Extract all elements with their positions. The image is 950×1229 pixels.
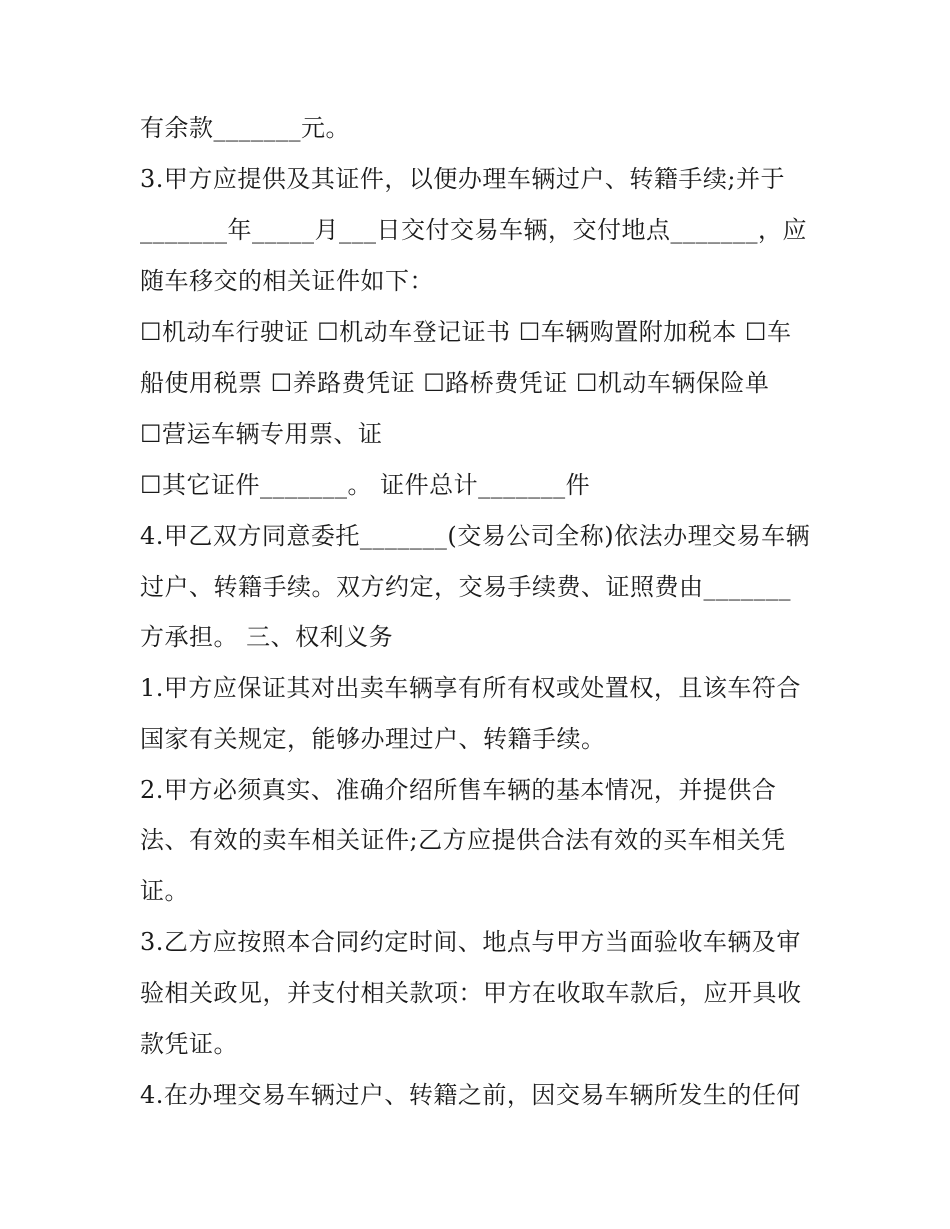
text-line-18: 验相关政见，并支付相关款项：甲方在收取车款后，应开具收 [140,979,802,1007]
text-line-8: ☐其它证件_______。 证件总计_______件 [140,471,591,499]
text-line-4: 随车移交的相关证件如下： [140,267,434,295]
text-line-7: ☐营运车辆专用票、证 [140,420,383,448]
text-line-2: 3.甲方应提供及其证件，以便办理车辆过户、转籍手续;并于 [140,165,785,193]
text-line-5: ☐机动车行驶证 ☐机动车登记证书 ☐车辆购置附加税本 ☐车 [140,318,792,346]
text-line-1: 有余款_______元。 [140,114,350,142]
text-line-12: 1.甲方应保证其对出卖车辆享有所有权或处置权，且该车符合 [140,674,801,702]
text-line-19: 款凭证。 [140,1030,238,1058]
text-line-13: 国家有关规定，能够办理过户、转籍手续。 [140,725,606,753]
text-line-3: _______年_____月___日交付交易车辆，交付地点_______，应 [140,216,807,244]
text-line-9: 4.甲乙双方同意委托_______(交易公司全称)依法办理交易车辆 [140,522,811,550]
text-line-11: 方承担。 三、权利义务 [140,623,394,651]
text-line-20: 4.在办理交易车辆过户、转籍之前，因交易车辆所发生的任何 [140,1081,801,1109]
text-line-14: 2.甲方必须真实、准确介绍所售车辆的基本情况，并提供合 [140,776,777,804]
text-line-17: 3.乙方应按照本合同约定时间、地点与甲方当面验收车辆及审 [140,928,801,956]
text-line-15: 法、有效的卖车相关证件;乙方应提供合法有效的买车相关凭 [140,826,786,854]
text-line-6: 船使用税票 ☐养路费凭证 ☐路桥费凭证 ☐机动车辆保险单 [140,369,770,397]
text-line-10: 过户、转籍手续。双方约定，交易手续费、证照费由_______ [140,573,791,601]
text-line-16: 证。 [140,877,189,905]
